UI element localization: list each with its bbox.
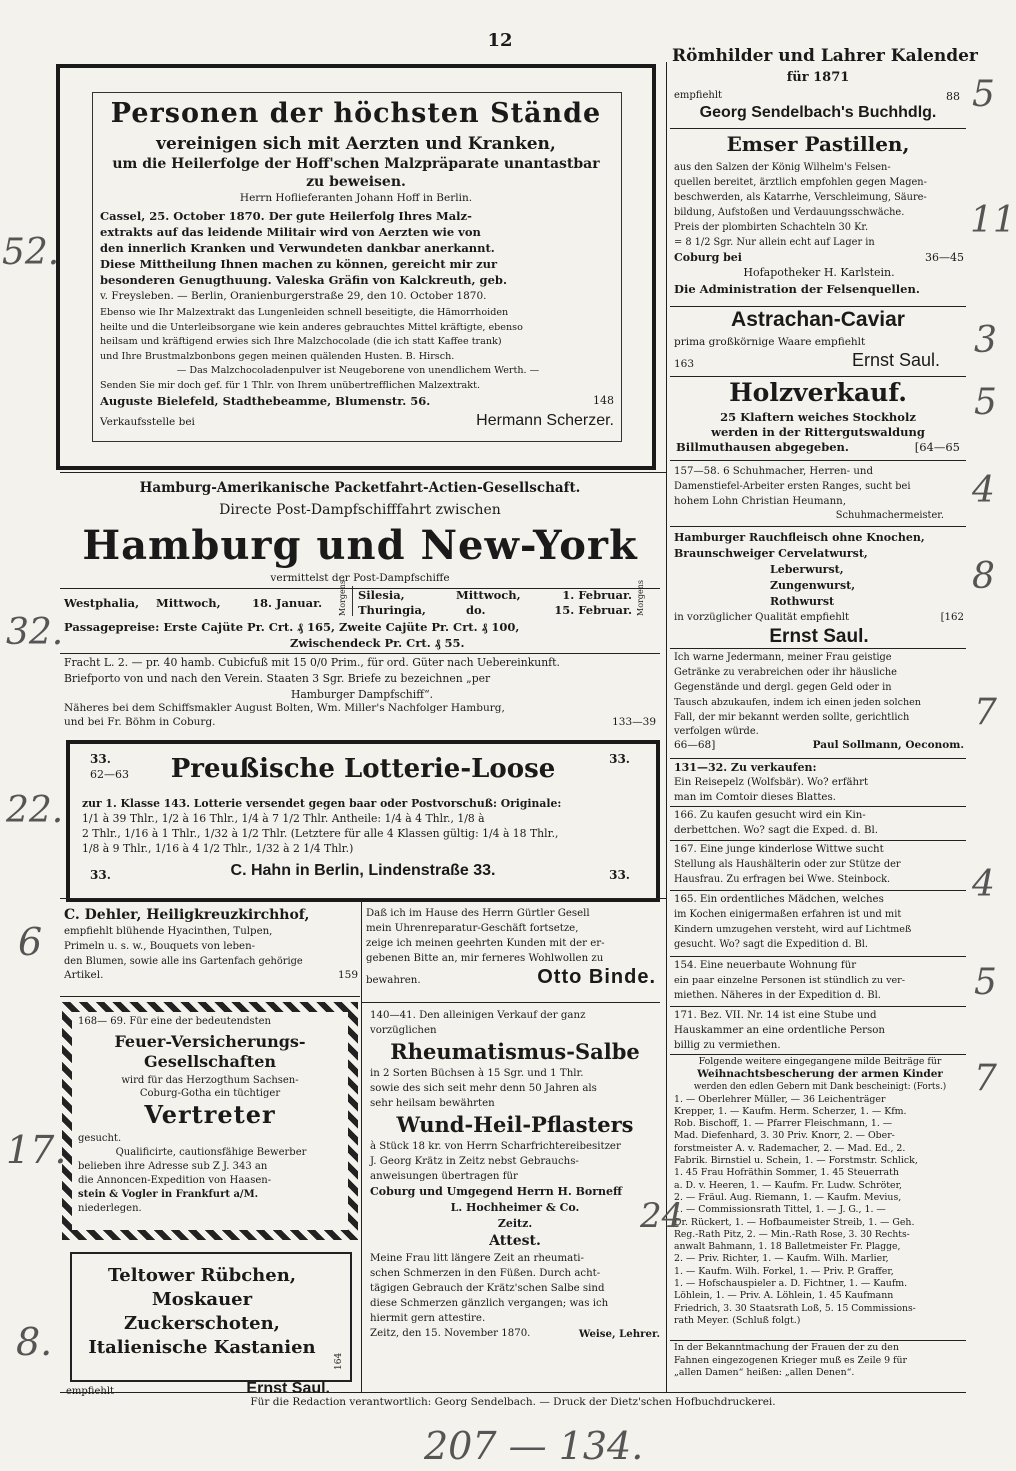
text-line: im Kochen einigermaßen erfahren ist und mit (674, 909, 902, 920)
text-line: 2 Thlr., 1/16 à 1 Thlr., 1/32 à 1/2 Thlr. (Letztere für alle 4 Klassen gültig: 1/4 à 18 Thlr., (82, 827, 559, 840)
saul-veg-lines (72, 1264, 332, 1360)
lottery-ad-frame (66, 740, 660, 902)
ship-2-day: Mittwoch, (456, 588, 521, 602)
divider (670, 956, 966, 957)
margin-note: 6 (18, 920, 43, 964)
text-line: 2. — Fräul. Aug. Riemann, 1. — Kaufm. Mevius, (674, 1191, 902, 1203)
margin-note-bottom: 207 — 134. (424, 1424, 644, 1468)
ship-1-name: Westphalia, (64, 596, 140, 610)
text-line: Teltower Rübchen, (107, 1265, 297, 1286)
hoff-testimonial-1 (100, 208, 616, 304)
hoff-sales-label: Verkaufsstelle bei (100, 416, 195, 428)
text-line: gebenen Bitte an, mir ferneres Wohlwollen zu (366, 953, 604, 964)
margin-note: 7 (974, 1058, 997, 1099)
warn-name: Paul Sollmann, Oeconom. (812, 739, 964, 751)
dehler-ad (64, 906, 358, 982)
caviar-ref: 163 (674, 358, 695, 370)
text-line: Tausch abzukaufen, indem ich einen jeden solchen (674, 697, 921, 708)
hapag-prices: Passagepreise: Erste Cajüte Pr. Crt. ₰ 165, Zweite Cajüte Pr. Crt. ₰ 100, (64, 620, 520, 634)
wurst-ref: [162 (940, 612, 964, 623)
hapag-postage-2: Hamburger Dampfschiff“. (290, 688, 434, 701)
rheuma-attest: Attest. (489, 1233, 541, 1249)
binde-last: bewahren. (366, 975, 421, 986)
saul-veg-name: Ernst Saul. (246, 1380, 330, 1397)
dehler-ref: 159 (337, 969, 358, 981)
text-line: Meine Frau litt längere Zeit an rheumati- (370, 1253, 585, 1264)
lottery-corner-tl: 33. (90, 752, 111, 766)
maedchen-ad (674, 892, 964, 952)
text-line: vorzüglichen (370, 1025, 437, 1036)
text-line: werden in der Rittergutswaldung (711, 425, 925, 439)
saul-veg-ref: 164 (334, 1352, 344, 1370)
ship-1-date: 18. Januar. (252, 596, 323, 610)
text-line: J. Georg Krätz in Zeitz nebst Gebrauchs- (370, 1156, 579, 1167)
text-line: rath Meyer. (Schluß folgt.) (674, 1314, 801, 1326)
text-line: den Blumen, sowie alle ins Gartenfach gehörige (64, 956, 303, 967)
text-line: 140—41. Den alleinigen Verkauf der ganz (370, 1010, 586, 1021)
pelz-ad (674, 760, 964, 805)
text-line: ein paar einzelne Personen ist stündlich zu ver- (674, 975, 906, 986)
text-line: Hausfrau. Zu erfragen bei Wwe. Steinbock. (674, 874, 891, 885)
text-line: Damenstiefel-Arbeiter ersten Ranges, sucht bei (674, 481, 911, 492)
brace (352, 586, 353, 616)
divider (670, 1054, 966, 1055)
text-line: mein Uhrenreparatur-Geschäft fortsetze, (366, 923, 579, 934)
hapag-service: Directe Post-Dampfschifffahrt zwischen (219, 502, 501, 518)
text-line: derbettchen. Wo? sagt die Exped. d. Bl. (674, 825, 879, 836)
text-line: 1. 45 Frau Hofräthin Sommer, 1. 45 Steuerrath (674, 1167, 899, 1179)
hapag-postage: Briefporto von und nach den Verein. Staaten 3 Sgr. Briefe zu bezeichnen „per (64, 672, 491, 685)
divider (670, 526, 966, 527)
text-line: den innerlich Kranken und Verwundeten dankbar anerkannt. (100, 241, 495, 255)
text-line: Getränke zu verabreichen oder ihr häusliche (674, 667, 897, 678)
kalender-prefix: empfiehlt (674, 90, 723, 101)
hoff-ref: 148 (593, 394, 614, 407)
margin-note: 32. (6, 612, 64, 653)
text-line: wird für das Herzogthum Sachsen- (121, 1075, 299, 1086)
text-line: Gegenstände und dergl. gegen Geld oder in (674, 682, 892, 693)
text-line: sowie des sich seit mehr denn 50 Jahren als (370, 1083, 597, 1094)
divider (670, 806, 966, 807)
rheuma-title: Rheumatismus-Salbe (390, 1039, 640, 1064)
hapag-agent-2: und bei Fr. Böhm in Coburg. (64, 716, 216, 728)
text-line: Primeln u. s. w., Bouquets von leben- (64, 941, 256, 952)
holz-last-row (672, 440, 964, 455)
text-line: Krepper, 1. — Kaufm. Herm. Scherzer, 1. — Kfm. (674, 1105, 907, 1117)
text-line: 1/8 à 9 Thlr., 1/16 à 4 1/2 Thlr., 1/32 à 2 1/4 Thlr.) (82, 842, 354, 855)
kalender-year: für 1871 (786, 70, 850, 85)
lottery-corner-tr: 33. (609, 752, 630, 766)
text-line: Braunschweiger Cervelatwurst, (674, 547, 868, 560)
text-line: Moskauer Zuckerschoten, (124, 1289, 280, 1334)
wurst-ad (674, 530, 964, 649)
kalender-seller: Georg Sendelbach's Buchhdlg. (699, 104, 937, 121)
binde-last-row (366, 966, 656, 989)
text-line: gesucht. Wo? sagt die Expedition d. Bl. (674, 939, 869, 950)
margin-note: 22. (6, 790, 64, 831)
ship-3-day: do. (466, 603, 486, 617)
text-line: 166. Zu kaufen gesucht wird ein Kin- (674, 810, 866, 821)
text-line: stein & Vogler in Frankfurt a/M. (78, 1189, 259, 1200)
text-line: billig zu vermiethen. (674, 1040, 781, 1051)
divider (60, 653, 660, 654)
divider (670, 758, 966, 759)
saul-veg-prefix: empfiehlt (66, 1386, 115, 1397)
dehler-last (64, 969, 358, 982)
page-number: 12 (487, 30, 513, 51)
text-line: verfolgen würde. (674, 726, 759, 737)
text-line: „allen Damen“ heißen: „allen Denen“. (674, 1367, 855, 1378)
text-line: = 8 1/2 Sgr. Nur allein echt auf Lager in (674, 237, 875, 248)
text-line: Coburg-Gotha ein tüchtiger (139, 1088, 281, 1099)
holz-title: Holzverkauf. (729, 378, 907, 407)
text-line: L. Hochheimer & Co. (450, 1201, 580, 1214)
divider (60, 472, 666, 473)
text-line: 157—58. 6 Schuhmacher, Herren- und (674, 466, 873, 477)
text-line: Leberwurst, (770, 563, 844, 576)
text-line: man im Comtoir dieses Blattes. (674, 792, 836, 803)
divider (670, 1340, 966, 1341)
text-line: besonderen Genugthuung. Valeska Gräfin von Kalckreuth, geb. (100, 273, 507, 287)
text-line: und Ihre Brustmalzbonbons gegen meinen quälenden Husten. B. Hirsch. (100, 350, 455, 362)
holz-body (672, 410, 964, 455)
shoe-sign: Schuhmachermeister. (835, 510, 944, 521)
rheuma-zeitz: Zeitz. (497, 1217, 533, 1230)
text-line: Cassel, 25. October 1870. Der gute Heilerfolg Ihres Malz- (100, 209, 472, 223)
margin-note: 7 (974, 692, 997, 733)
text-line: niederlegen. (78, 1203, 142, 1214)
text-line: Coburg und Umgegend Herrn H. Borneff (370, 1185, 623, 1198)
margin-note: 5 (974, 962, 997, 1003)
hoff-sales-name: Hermann Scherzer. (476, 412, 614, 429)
text-line: Billmuthausen abgegeben. (676, 440, 849, 454)
wohnung-ad (674, 958, 964, 1003)
wurst-quality: in vorzüglicher Qualität empfiehlt (674, 612, 850, 623)
donation-list (674, 1056, 966, 1327)
text-line: 25 Klaftern weiches Stockholz (720, 410, 916, 424)
column-rule (361, 900, 362, 1392)
margin-note: 5 (974, 382, 997, 423)
insurance-lines-a (72, 1074, 348, 1100)
text-line: Zungenwurst, (770, 579, 856, 592)
emser-seller: Hofapotheker H. Karlstein. (743, 266, 895, 279)
text-line: In der Bekanntmachung der Frauen der zu den (674, 1342, 899, 1353)
divider (60, 898, 666, 899)
text-line: tägigen Gebrauch der Krätz'schen Salbe sind (370, 1283, 605, 1294)
hoff-testimonial-2 (100, 306, 616, 393)
hoff-subtitle-3: zu beweisen. (306, 174, 406, 190)
insurance-ad-border (62, 1002, 358, 1240)
correction-note (674, 1342, 966, 1380)
hoff-subtitle-1: vereinigen sich mit Aerzten und Kranken, (156, 134, 556, 154)
ship-2-date: 1. Februar. (562, 588, 632, 602)
saul-veg-frame (70, 1252, 352, 1382)
emser-ref: 36—45 (925, 251, 964, 264)
text-line: à Stück 18 kr. von Herrn Scharfrichtereibesitzer (370, 1141, 621, 1152)
text-line: anweisungen übertragen für (370, 1171, 518, 1182)
hoff-ad-frame (56, 64, 656, 470)
footer-imprint: Für die Redaction verantwortlich: Georg Sendelbach. — Druck der Dietz'schen Hofbuchdruckerei. (250, 1396, 776, 1408)
text-line: Italienische Kastanien (88, 1337, 316, 1358)
text-line: extrakts auf das leidende Militair wird von Aerzten wie von (100, 225, 481, 239)
text-line: Diese Mittheilung Ihnen machen zu können, gereicht mir zur (100, 257, 498, 271)
text-line: empfiehlt blühende Hyacinthen, Tulpen, (64, 926, 273, 937)
lottery-body (82, 796, 648, 856)
emser-city: Coburg bei (674, 251, 742, 264)
text-line: Weihnachtsbescherung der armen Kinder (697, 1068, 943, 1081)
margin-note: 17. (6, 1128, 67, 1172)
text-line: schen Schmerzen in den Füßen. Durch acht- (370, 1268, 601, 1279)
rheuma-title-2: Wund-Heil-Pflasters (396, 1112, 634, 1137)
text-line: Senden Sie mir doch gef. für 1 Thlr. von Ihrem unübertrefflichen Malzextrakt. (100, 379, 480, 391)
text-line: Ebenso wie Ihr Malzextrakt das Lungenleiden schnell beseitigte, die Hämorrhoiden (100, 307, 509, 318)
text-line: in 2 Sorten Büchsen à 15 Sgr. und 1 Thlr. (370, 1068, 584, 1079)
text-line: Kindern umzugehen versteht, wird auf Lichtmeß (674, 924, 912, 935)
hapag-agent: Näheres bei dem Schiffsmakler August Bolten, Wm. Miller's Nachfolger Hamburg, (64, 702, 505, 714)
wurst-quality-row (674, 610, 964, 625)
margin-note: 5 (972, 74, 995, 115)
caviar-title: Astrachan-Caviar (731, 308, 905, 331)
text-line: forstmeister A. v. Rademacher, 2. — Mad. Ed., 2. (674, 1142, 906, 1154)
stube-ad (674, 1008, 964, 1053)
text-line: 1. — Kaufm. Wilh. Forkel, 1. — Priv. P. Graffer, (674, 1265, 894, 1277)
text-line: a. D. v. Heeren, 1. — Kaufm. Fr. Ludw. Schröter, (674, 1179, 902, 1191)
lottery-ref: 62—63 (90, 768, 129, 781)
margin-note: 52. (2, 232, 60, 273)
text-line: heilte und die Unterleibsorgane wie kein anderes gebrauchtes Mittel kräftigte, ebenso (100, 321, 523, 333)
text-line: beschwerden, als Katarrhe, Verschleimung, Säure- (674, 192, 927, 203)
dehler-last-word: Artikel. (64, 969, 104, 981)
warning-ad (674, 650, 964, 753)
divider (670, 648, 966, 649)
insurance-lines-b (78, 1132, 344, 1216)
margin-note: 3 (974, 320, 997, 361)
warn-sign-row (674, 738, 964, 753)
text-line: bildung, Aufstoßen und Verdauungsschwäche. (674, 207, 905, 218)
margin-note: 8. (16, 1320, 53, 1364)
rheuma-date: Zeitz, den 15. November 1870. (370, 1328, 531, 1339)
text-line: hiermit gern attestire. (370, 1313, 486, 1324)
column-rule (666, 62, 667, 1392)
margin-note: 4 (972, 470, 995, 511)
text-line: Reg.-Rath Pitz, 2. — Min.-Rath Rose, 3. 30 Rechts- (674, 1228, 910, 1240)
bett-ad (674, 808, 964, 838)
hapag-company: Hamburg-Amerikanische Packetfahrt-Actien-Gesellschaft. (139, 480, 581, 496)
margin-note: 4 (972, 864, 995, 905)
morgens-label-1: Morgens (338, 580, 347, 616)
text-line: 154. Eine neuerbaute Wohnung für (674, 960, 857, 971)
hapag-prices-2: Zwischendeck Pr. Crt. ₰ 55. (290, 636, 465, 650)
insurance-ref: 168— 69. Für eine der bedeutendsten (78, 1016, 271, 1027)
lottery-corner-br: 33. (609, 868, 630, 882)
hoff-subtitle-2: um die Heilerfolge der Hoff'schen Malzpräparate unantastbar (112, 156, 600, 172)
warn-ref: 66—68] (674, 739, 716, 751)
divider (670, 306, 966, 307)
lottery-corner-bl: 33. (90, 868, 111, 882)
caviar-name: Ernst Saul. (851, 350, 940, 370)
binde-name: Otto Binde. (537, 966, 656, 988)
text-line: 1. — Oberlehrer Müller, — 36 Leichenträger (674, 1093, 886, 1105)
witwe-ad (674, 842, 964, 887)
divider (670, 1006, 966, 1007)
text-line: Mad. Diefenhard, 3. 30 Priv. Knorr, 2. — Ober- (674, 1130, 895, 1142)
hapag-freight: Fracht L. 2. — pr. 40 hamb. Cubicfuß mit 15 0/0 Prim., für ord. Güter nach Uebereinkunft. (64, 656, 560, 669)
hapag-via: vermittelst der Post-Dampfschiffe (270, 572, 450, 584)
hapag-title: Hamburg und New-York (82, 522, 638, 569)
text-line: Rothwurst (770, 595, 835, 608)
hoff-title: Personen der höchsten Stände (110, 98, 602, 129)
text-line: Fahnen eingezogenen Krieger muß es Zeile 9 für (674, 1354, 908, 1366)
text-line: 1. — Commissionsrath Tittel, 1. — J. G., 1. — (674, 1204, 886, 1216)
lottery-seller: C. Hahn in Berlin, Lindenstraße 33. (230, 862, 496, 879)
insurance-ad-inner (72, 1012, 348, 1230)
margin-note: 24 (640, 1196, 684, 1236)
hoff-signer: Auguste Bielefeld, Stadthebeamme, Blumenstr. 56. (100, 394, 431, 408)
text-line: anwalt Bahmann, 1. 18 Balletmeister Fr. Plagge, (674, 1241, 901, 1253)
divider (362, 1002, 660, 1003)
ship-1-day: Mittwoch, (156, 596, 221, 610)
text-line: gesucht. (78, 1133, 122, 1144)
text-line: Fall, der mir bekannt werden sollte, gerichtlich (674, 712, 910, 723)
text-line: Stellung als Haushälterin oder zur Stütze der (674, 859, 901, 870)
text-line: sehr heilsam bewährten (370, 1098, 495, 1109)
text-line: v. Freysleben. — Berlin, Oranienburgerstraße 29, den 10. October 1870. (100, 290, 487, 302)
ship-3-date: 15. Februar. (554, 603, 632, 617)
divider (60, 996, 360, 997)
text-line: Hamburger Rauchfleisch ohne Knochen, (674, 531, 925, 544)
lottery-title: Preußische Lotterie-Loose (170, 754, 556, 784)
ship-2-name: Silesia, (358, 588, 405, 602)
dehler-name: C. Dehler, Heiligkreuzkirchhof, (64, 907, 310, 923)
text-line: — Das Malzchocoladenpulver ist Neugeborene von unendlichem Werth. — (176, 365, 540, 376)
text-line: 171. Bez. VII. Nr. 14 ist eine Stube und (674, 1010, 877, 1021)
rheuma-ad (370, 1008, 660, 1342)
text-line: hohem Lohn Christian Heumann, (674, 496, 846, 507)
caviar-line: prima großkörnige Waare empfiehlt (674, 336, 866, 348)
text-line: 1/1 à 39 Thlr., 1/2 à 16 Thlr., 1/4 à 7 1/2 Thlr. Antheile: 1/4 à 4 Thlr., 1/8 à (82, 812, 485, 825)
holz-ref: [64—65 (914, 440, 960, 454)
divider (670, 376, 966, 377)
emser-admin: Die Administration der Felsenquellen. (674, 282, 920, 296)
text-line: Ich warne Jedermann, meiner Frau geistige (674, 652, 892, 663)
text-line: Friedrich, 3. 30 Staatsrath Loß, 5. 15 Commissions- (674, 1302, 916, 1314)
rheuma-sign-row (370, 1326, 660, 1342)
emser-body (674, 160, 964, 297)
text-line: zur 1. Klasse 143. Lotterie versendet gegen baar oder Postvorschuß: Originale: (82, 797, 562, 810)
emser-title: Emser Pastillen, (726, 132, 910, 156)
text-line: aus den Salzen der König Wilhelm's Felsen- (674, 162, 891, 173)
text-line: 165. Ein ordentliches Mädchen, welches (674, 894, 884, 905)
shoemaker-ad (674, 464, 964, 523)
ship-3-name: Thuringia, (358, 603, 426, 617)
wurst-name: Ernst Saul. (769, 626, 869, 647)
text-line: belieben ihre Adresse sub Z J. 343 an (78, 1161, 268, 1172)
hapag-ref: 133—39 (612, 716, 656, 728)
margin-note: 8 (972, 556, 995, 597)
rheuma-signer: Weise, Lehrer. (578, 1328, 660, 1340)
insurance-title-1: Feuer-Versicherungs- (114, 1032, 306, 1051)
divider (670, 890, 966, 891)
text-line: Daß ich im Hause des Herrn Gürtler Gesell (366, 908, 590, 919)
margin-note: 11 (970, 200, 1016, 241)
text-line: Hauskammer an eine ordentliche Person (674, 1025, 885, 1036)
text-line: quellen bereitet, ärztlich empfohlen gegen Magen- (674, 177, 927, 188)
pelz-head: 131—32. Zu verkaufen: (674, 761, 817, 774)
text-line: heilsam und kräftigend erwies sich Ihre Malzchocolade (die ich statt Kaffee trank) (100, 336, 502, 347)
text-line: Rob. Bischoff, 1. — Pfarrer Fleischmann, 1. — (674, 1118, 893, 1130)
text-line: Löhlein, 1. — Priv. A. Löhlein, 1. 45 Kaufmann (674, 1290, 894, 1302)
morgens-label-2: Morgens (636, 580, 645, 616)
kalender-ref: 88 (946, 90, 960, 103)
text-line: die Annoncen-Expedition von Haasen- (78, 1175, 272, 1186)
text-line: Dr. Rückert, 1. — Hofbaumeister Streib, 1. — Geh. (674, 1216, 915, 1228)
text-line: Fabrik. Birnstiel u. Schein, 1. — Forstmstr. Schlick, (674, 1155, 918, 1167)
kalender-title: Römhilder und Lahrer Kalender (672, 46, 978, 66)
text-line: miethen. Näheres in der Expedition d. Bl. (674, 990, 881, 1001)
insurance-title-3: Vertreter (144, 1100, 276, 1129)
binde-ad (366, 906, 656, 989)
divider (670, 840, 966, 841)
text-line: zeige ich meinen geehrten Kunden mit der er- (366, 938, 605, 949)
text-line: Preis der plombirten Schachteln 30 Kr. (674, 222, 869, 233)
text-line: diese Schmerzen gänzlich vergangen; was ich (370, 1298, 609, 1309)
footer-rule (60, 1392, 966, 1393)
text-line: 2. — Priv. Richter, 1. — Kaufm. Wilh. Marlier, (674, 1253, 889, 1265)
text-line: werden den edlen Gebern mit Dank bescheinigt: (Forts.) (693, 1082, 947, 1093)
divider (670, 460, 966, 461)
text-line: Folgende weitere eingegangene milde Beiträge für (698, 1056, 942, 1067)
text-line: 1. — Hofschauspieler a. D. Fichtner, 1. — Kaufm. (674, 1278, 908, 1290)
hoff-addressee: Herrn Hoflieferanten Johann Hoff in Berlin. (239, 192, 473, 204)
text-line: Ein Reisepelz (Wolfsbär). Wo? erfährt (674, 777, 869, 788)
text-line: Qualificirte, cautionsfähige Bewerber (115, 1147, 307, 1158)
text-line: 167. Eine junge kinderlose Wittwe sucht (674, 844, 884, 855)
emser-city-row (674, 250, 964, 265)
divider (670, 128, 966, 129)
insurance-title-2: Gesellschaften (143, 1052, 277, 1071)
